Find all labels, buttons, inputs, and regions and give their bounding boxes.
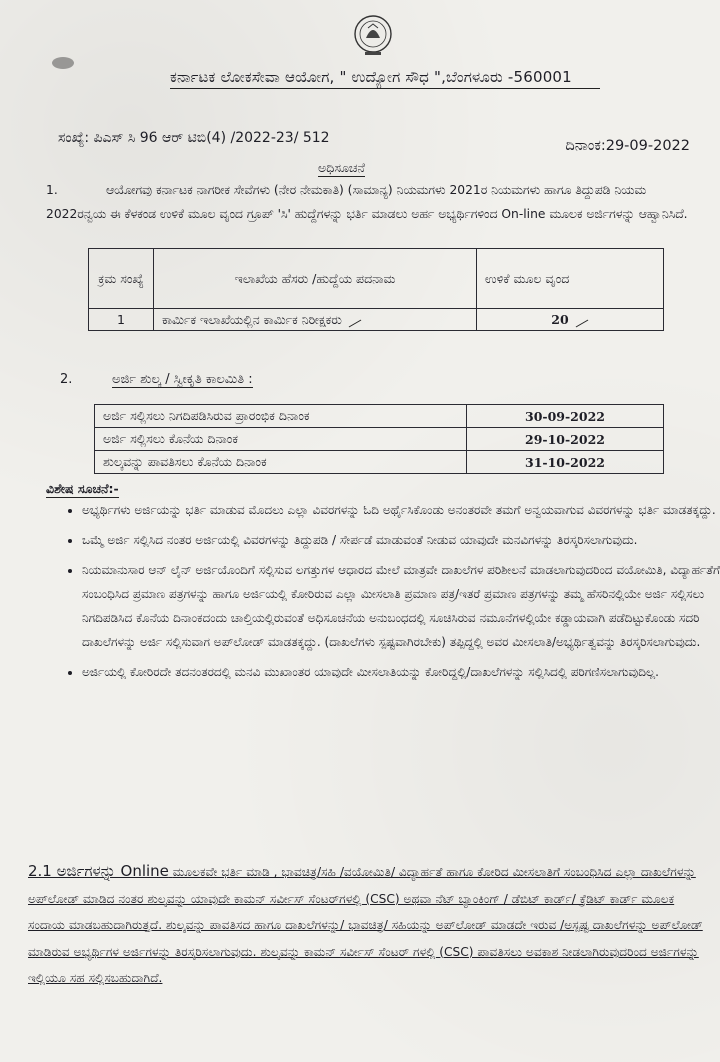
table-cell [477,309,664,331]
page-title: ಅಧಿಸೂಚನೆ [318,160,365,175]
ink-smudge [52,57,74,69]
table-cell: ಶುಲ್ಕವನ್ನು ಪಾವತಿಸಲು ಕೊನೆಯ ದಿನಾಂಕ [95,451,467,474]
table-cell: ಅರ್ಜಿ ಸಲ್ಲಿಸಲು ನಿಗದಿಪಡಿಸಿರುವ ಪ್ರಾರಂಭಿಕ ದಿನಾಂಕ [95,405,467,428]
special-notes-title: ವಿಶೇಷ ಸೂಚನೆ:- [46,481,119,496]
table-header: ಇಲಾಖೆಯ ಹೆಸರು /ಹುದ್ದೆಯ ಪದನಾಮ [154,249,477,309]
table-row [95,451,664,474]
section-2-heading [60,372,253,387]
paragraph-text: ಆಯೋಗವು ಕರ್ನಾಟಕ ನಾಗರೀಕ ಸೇವೆಗಳು (ನೇರ ನೇಮಕಾತಿ) (ಸಾಮಾನ್ಯ) ನಿಯಮಗಳು 2021ರ ನಿಯಮಗಳು ಹಾಗೂ ತಿದ್ದುಪಡಿ ನಿಯಮ 2022ರನ್ವಯ ಈ ಕೆಳಕಂಡ ಉಳಿಕೆ ಮೂಲ ವೃಂದ ಗ್ರೂಪ್ 'ಸಿ' ಹುದ್ದೆಗಳನ್ನು ಭರ್ತಿ ಮಾಡಲು ಅರ್ಹ ಅಭ್ಯರ್ಥಿಗಳಿಂದ On-line ಮೂಲಕ ಅರ್ಜಿಗಳನ್ನು ಆಹ್ವಾನಿಸಿದೆ. [46,183,688,221]
list-item: • ಅರ್ಜಿಯಲ್ಲಿ ಕೋರಿರದೇ ತದನಂತರದಲ್ಲಿ ಮನವಿ ಮುಖಾಂತರ ಯಾವುದೇ ಮೀಸಲಾತಿಯನ್ನು ಕೋರಿದ್ದಲ್ಲಿ/ದಾಖಲೆಗಳನ್ನು ಸಲ್ಲಿಸಿದಲ್ಲಿ ಪರಿಗಣಿಸಲಾಗುವುದಿಲ್ಲ. [82,660,720,684]
table-cell: 31-10-2022 [467,451,664,474]
government-seal-icon [352,14,394,60]
section-2-1-text: ಮೂಲಕವೇ ಭರ್ತಿ ಮಾಡಿ , ಭಾವಚಿತ್ರ/ಸಹಿ /ವಯೋಮಿತಿ/ ವಿದ್ಯಾರ್ಹತೆ ಹಾಗೂ ಕೋರಿದ ಮೀಸಲಾತಿಗೆ ಸಂಬಂಧಿಸಿದ ಎಲ್ಲಾ ದಾಖಲೆಗಳನ್ನು ಅಪ್‌ಲೋಡ್ ಮಾಡಿದ ನಂತರ ಶುಲ್ಕವನ್ನು ಯಾವುದೇ ಕಾಮನ್ ಸರ್ವೀಸ್ ಸೆಂಟರ್‌ಗಳಲ್ಲಿ (CSC) ಅಥವಾ ನೆಟ್ ಬ್ಯಾಂಕಿಂಗ್ / ಡೆಬಿಟ್ ಕಾರ್ಡ್/ ಕ್ರೆಡಿಟ್ ಕಾರ್ಡ್ ಮೂಲಕ ಸಂದಾಯ ಮಾಡಬಹುದಾಗಿರುತ್ತದೆ. ಶುಲ್ಕವನ್ನು ಪಾವತಿಸದ ಹಾಗೂ ದಾಖಲೆಗಳನ್ನು/ ಭಾವಚಿತ್ರ/ ಸಹಿಯನ್ನು ಅಪ್‌ಲೋಡ್ ಮಾಡದೇ ಇರುವ /ಅಸ್ಪಷ್ಟ ದಾಖಲೆಗಳನ್ನು ಅಪ್‌ಲೋಡ್ ಮಾಡಿರುವ ಅಭ್ಯರ್ಥಿಗಳ ಅರ್ಜಿಗಳನ್ನು ತಿರಸ್ಕರಿಸಲಾಗುವುದು. ಶುಲ್ಕವನ್ನು ಕಾಮನ್ ಸರ್ವೀಸ್ ಸೆಂಟರ್ ಗಳಲ್ಲಿ (CSC) ಪಾವತಿಸಲು ಅವಕಾಶ ನೀಡಲಾಗಿರುವುದರಿಂದ ಅರ್ಜಿಗಳನ್ನು ಇಲ್ಲಿಯೂ ಸಹ ಸಲ್ಲಿಸಬಹುದಾಗಿದೆ. [28,865,703,985]
table-row [95,428,664,451]
list-item: • ನಿಯಮಾನುಸಾರ ಆನ್ ಲೈನ್ ಅರ್ಜಿಯೊಂದಿಗೆ ಸಲ್ಲಿಸುವ ಲಗತ್ತುಗಳ ಆಧಾರದ ಮೇಲೆ ಮಾತ್ರವೇ ದಾಖಲೆಗಳ ಪರಿಶೀಲನೆ ಮಾಡಲಾಗುವುದರಿಂದ ವಯೋಮಿತಿ, ವಿದ್ಯಾರ್ಹತೆಗೆ ಸಂಬಂಧಿಸಿದ ಪ್ರಮಾಣ ಪತ್ರಗಳನ್ನು ಹಾಗೂ ಅರ್ಜಿಯಲ್ಲಿ ಕೋರಿರುವ ಎಲ್ಲಾ ಮೀಸಲಾತಿ ಪ್ರಮಾಣ ಪತ್ರ/ಇತರೆ ಪ್ರಮಾಣ ಪತ್ರಗಳನ್ನು ತಮ್ಮ ಹೆಸರಿನಲ್ಲಿಯೇ ಅರ್ಜಿ ಸಲ್ಲಿಸಲು ನಿಗದಿಪಡಿಸಿದ ಕೊನೆಯ ದಿನಾಂಕದಂದು ಚಾಲ್ತಿಯಲ್ಲಿರುವಂತೆ ಅಧಿಸೂಚನೆಯ ಅನುಬಂಧದಲ್ಲಿ ಸೂಚಿಸಿರುವ ನಮೂನೆಗಳಲ್ಲಿಯೇ ಕಡ್ಡಾಯವಾಗಿ ಪಡೆದಿಟ್ಟುಕೊಂಡು ಸದರಿ ದಾಖಲೆಗಳನ್ನು ಅರ್ಜಿ ಸಲ್ಲಿಸುವಾಗ ಅಪ್‌ಲೋಡ್ ಮಾಡತಕ್ಕದ್ದು. (ದಾಖಲೆಗಳು ಸ್ಪಷ್ಟವಾಗಿರಬೇಕು) ತಪ್ಪಿದ್ದಲ್ಲಿ ಅವರ ಮೀಸಲಾತಿ/ಅಭ್ಯರ್ಥಿತ್ವವನ್ನು ತಿರಸ್ಕರಿಸಲಾಗುವುದು. [82,558,720,654]
section-number: 2. [60,372,73,387]
table-cell: 30-09-2022 [467,405,664,428]
table-row [89,309,664,331]
tick-mark [349,319,362,327]
table-cell: 29-10-2022 [467,428,664,451]
tick-mark [575,320,588,328]
list-item: • ಅಭ್ಯರ್ಥಿಗಳು ಅರ್ಜಿಯನ್ನು ಭರ್ತಿ ಮಾಡುವ ಮೊದಲು ಎಲ್ಲಾ ವಿವರಗಳನ್ನು ಓದಿ ಅರ್ಥೈಸಿಕೊಂಡು ಅನಂತರವೇ ತಮಗೆ ಅನ್ವಯವಾಗುವ ವಿವರಗಳನ್ನು ಭರ್ತಿ ಮಾಡತಕ್ಕದ್ದು. [82,498,720,522]
reference-number: ಸಂಖ್ಯೆ: ಪಿಎಸ್ ಸಿ 96 ಆರ್ ಟಿಬಿ(4) /2022-23/ 512 [58,130,330,146]
section-title: ಅರ್ಜಿ ಶುಲ್ಕ / ಸ್ವೀಕೃತಿ ಕಾಲಮಿತಿ : [112,372,253,387]
paragraph-1 [46,178,692,226]
section-2-1 [28,858,708,992]
table-header-row [89,249,664,309]
post-name: ಕಾರ್ಮಿಕ ಇಲಾಖೆಯಲ್ಲಿನ ಕಾರ್ಮಿಕ ನಿರೀಕ್ಷಕರು [162,311,342,327]
section-2-1-lead: 2.1 ಅರ್ಜಿಗಳನ್ನು Online [28,862,169,880]
office-header: ಕರ್ನಾಟಕ ಲೋಕಸೇವಾ ಆಯೋಗ, " ಉದ್ಯೋಗ ಸೌಧ ",ಬೆಂಗಳೂರು -560001 [170,68,600,89]
table-cell: ಅರ್ಜಿ ಸಲ್ಲಿಸಲು ಕೊನೆಯ ದಿನಾಂಕ [95,428,467,451]
list-item: • ಒಮ್ಮೆ ಅರ್ಜಿ ಸಲ್ಲಿಸಿದ ನಂತರ ಅರ್ಜಿಯಲ್ಲಿ ವಿವರಗಳನ್ನು ತಿದ್ದುಪಡಿ / ಸೇರ್ಪಡೆ ಮಾಡುವಂತೆ ನೀಡುವ ಯಾವುದೇ ಮನವಿಗಳನ್ನು ತಿರಸ್ಕರಿಸಲಾಗುವುದು. [82,528,720,552]
notification-date: ದಿನಾಂಕ:29-09-2022 [565,138,690,154]
posts-table [88,248,664,331]
paragraph-number: 1. [46,183,58,197]
dates-table [94,404,664,474]
table-header: ಕ್ರಮ ಸಂಖ್ಯೆ [89,249,154,309]
special-notes-list [60,498,720,690]
table-header: ಉಳಿಕೆ ಮೂಲ ವೃಂದ [477,249,664,309]
table-cell [154,309,477,331]
table-cell: 1 [89,309,154,331]
post-count: 20 [551,312,569,327]
table-row [95,405,664,428]
